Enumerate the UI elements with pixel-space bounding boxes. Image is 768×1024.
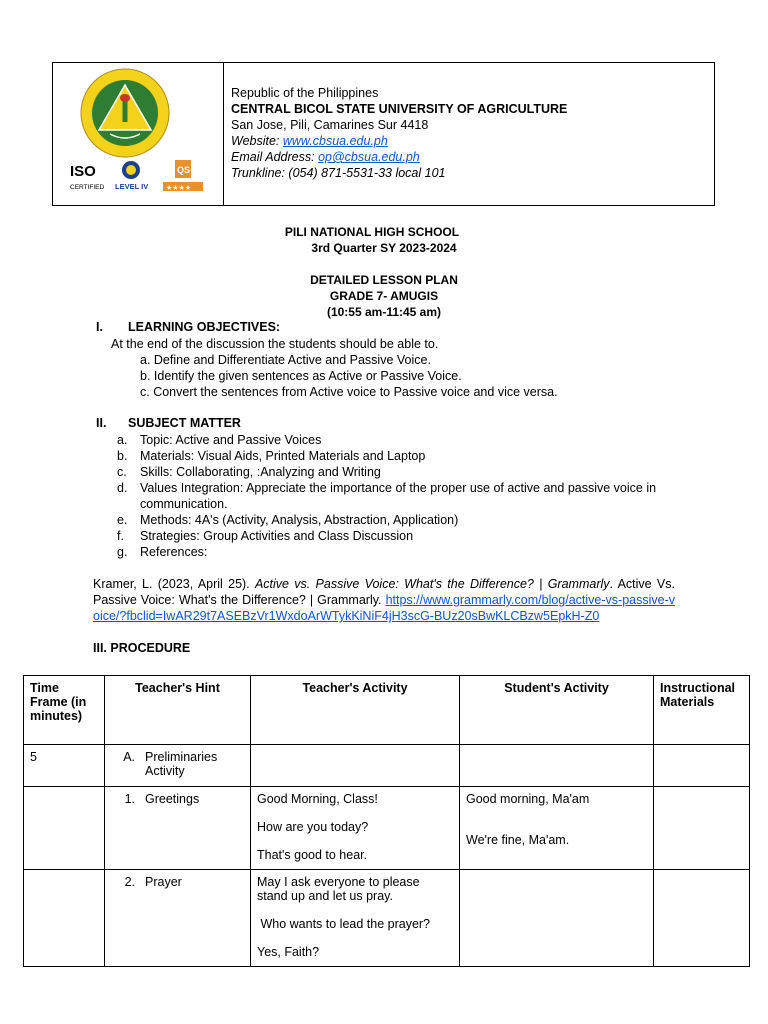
subject-item-methods: Methods: 4A's (Activity, Analysis, Abstraction, Application) <box>140 513 459 527</box>
column-header: Student's Activity <box>460 676 654 745</box>
time-cell <box>24 787 105 870</box>
university-seal-logo <box>80 68 170 158</box>
procedure-heading: III. PROCEDURE <box>93 641 191 655</box>
objective-item: c. Convert the sentences from Active voice to Passive voice and vice versa. <box>140 385 558 399</box>
trunkline: Trunkline: (054) 871-5531-33 local 101 <box>231 166 446 180</box>
objectives-heading: LEARNING OBJECTIVES: <box>128 320 281 334</box>
table-row <box>24 745 750 787</box>
svg-text:CERTIFIED: CERTIFIED <box>70 184 105 191</box>
reference-link[interactable]: https://www.grammarly.com/blog/active-vs-passive-voice/?fbclid=IwAR29t7ASEBzVr1WxdoArWTykKiNiF4jH3scG-BUz20sBwKLCBzw5EpkH-Z0 <box>93 593 675 623</box>
subject-item-skills: Skills: Collaborating, :Analyzing and Writing <box>140 465 381 479</box>
qs-logo: QS <box>177 165 191 175</box>
iso-logo: ISO <box>70 163 96 180</box>
school-name: PILI NATIONAL HIGH SCHOOL <box>284 225 460 239</box>
email-link[interactable]: op@cbsua.edu.ph <box>318 150 420 164</box>
teacher-activity-cell: May I ask everyone to please stand up and let us pray. Who wants to lead the prayer? Yes, Faith? <box>251 870 460 967</box>
svg-text:★★★★: ★★★★ <box>166 185 192 192</box>
plan-title: DETAILED LESSON PLAN <box>310 273 458 287</box>
website-link[interactable]: www.cbsua.edu.ph <box>282 134 388 148</box>
accreditation-logos <box>67 160 212 196</box>
time-label: (10:55 am-11:45 am) <box>326 305 442 319</box>
column-header: Teacher's Activity <box>251 676 460 745</box>
subject-item-strategies: Strategies: Group Activities and Class Discussion <box>140 529 414 543</box>
address: San Jose, Pili, Camarines Sur 4418 <box>231 118 429 132</box>
level-iv-logo: LEVEL IV <box>115 182 149 191</box>
table-row <box>24 787 750 870</box>
republic-label: Republic of the Philippines <box>231 86 379 100</box>
subject-heading: SUBJECT MATTER <box>128 416 241 430</box>
grade-label: GRADE 7- AMUGIS <box>329 289 439 303</box>
reference-citation: Kramer, L. (2023, April 25). Active vs. Passive Voice: What's the Difference? | Grammarly. Active Vs. Passive Voice: What's the Difference? | Grammarly. https://www.grammarly.com/blog/active-vs-passive-voice/?fbclid=IwAR29t7ASEBzVr1WxdoArWTykKiNiF4jH3scG-BUz20sBwKLCBzw5EpkH-Z0 <box>93 577 675 623</box>
objectives-intro: At the end of the discussion the students should be able to. <box>111 337 439 351</box>
contact-block: Republic of the Philippines CENTRAL BICOL STATE UNIVERSITY OF AGRICULTURE San Jose, Pili, Camarines Sur 4418 Website: www.cbsua.edu.ph Email Address: op@cbsua.edu.ph Trunkline: (054) 871-5531-33 local 101 <box>231 86 568 180</box>
university-name: CENTRAL BICOL STATE UNIVERSITY OF AGRICULTURE <box>231 102 568 116</box>
letterhead <box>52 62 715 206</box>
objective-item: a. Define and Differentiate Active and Passive Voice. <box>140 353 431 367</box>
objective-item: b. Identify the given sentences as Active or Passive Voice. <box>140 369 462 383</box>
quarter-label: 3rd Quarter SY 2023-2024 <box>311 241 457 255</box>
subject-item-values: Values Integration: Appreciate the importance of the proper use of active and passive voice in <box>140 481 657 495</box>
procedure-table <box>23 675 750 967</box>
hint-cell: 1. Greetings <box>105 787 251 870</box>
hint-cell: 2. Prayer <box>105 870 251 967</box>
materials-cell <box>654 870 750 967</box>
student-activity-cell: Good morning, Ma'am We're fine, Ma'am. <box>460 787 654 870</box>
subject-item-materials: Materials: Visual Aids, Printed Materials and Laptop <box>140 449 426 463</box>
table-header-row <box>24 676 750 745</box>
subject-item-topic: Topic: Active and Passive Voices <box>140 433 322 447</box>
hint-cell: A. Preliminaries Activity <box>105 745 251 787</box>
table-row <box>24 870 750 967</box>
student-activity-cell <box>460 870 654 967</box>
column-header: Instructional Materials <box>654 676 750 745</box>
time-cell <box>24 870 105 967</box>
subject-number: II. <box>96 416 107 430</box>
objectives-number: I. <box>96 320 103 334</box>
subject-item-references: References: <box>140 545 208 559</box>
column-header: Teacher's Hint <box>105 676 251 745</box>
time-cell: 5 <box>24 745 105 787</box>
materials-cell <box>654 787 750 870</box>
column-header: Time Frame (in minutes) <box>24 676 105 745</box>
teacher-activity-cell: Good Morning, Class! How are you today? That's good to hear. <box>251 787 460 870</box>
